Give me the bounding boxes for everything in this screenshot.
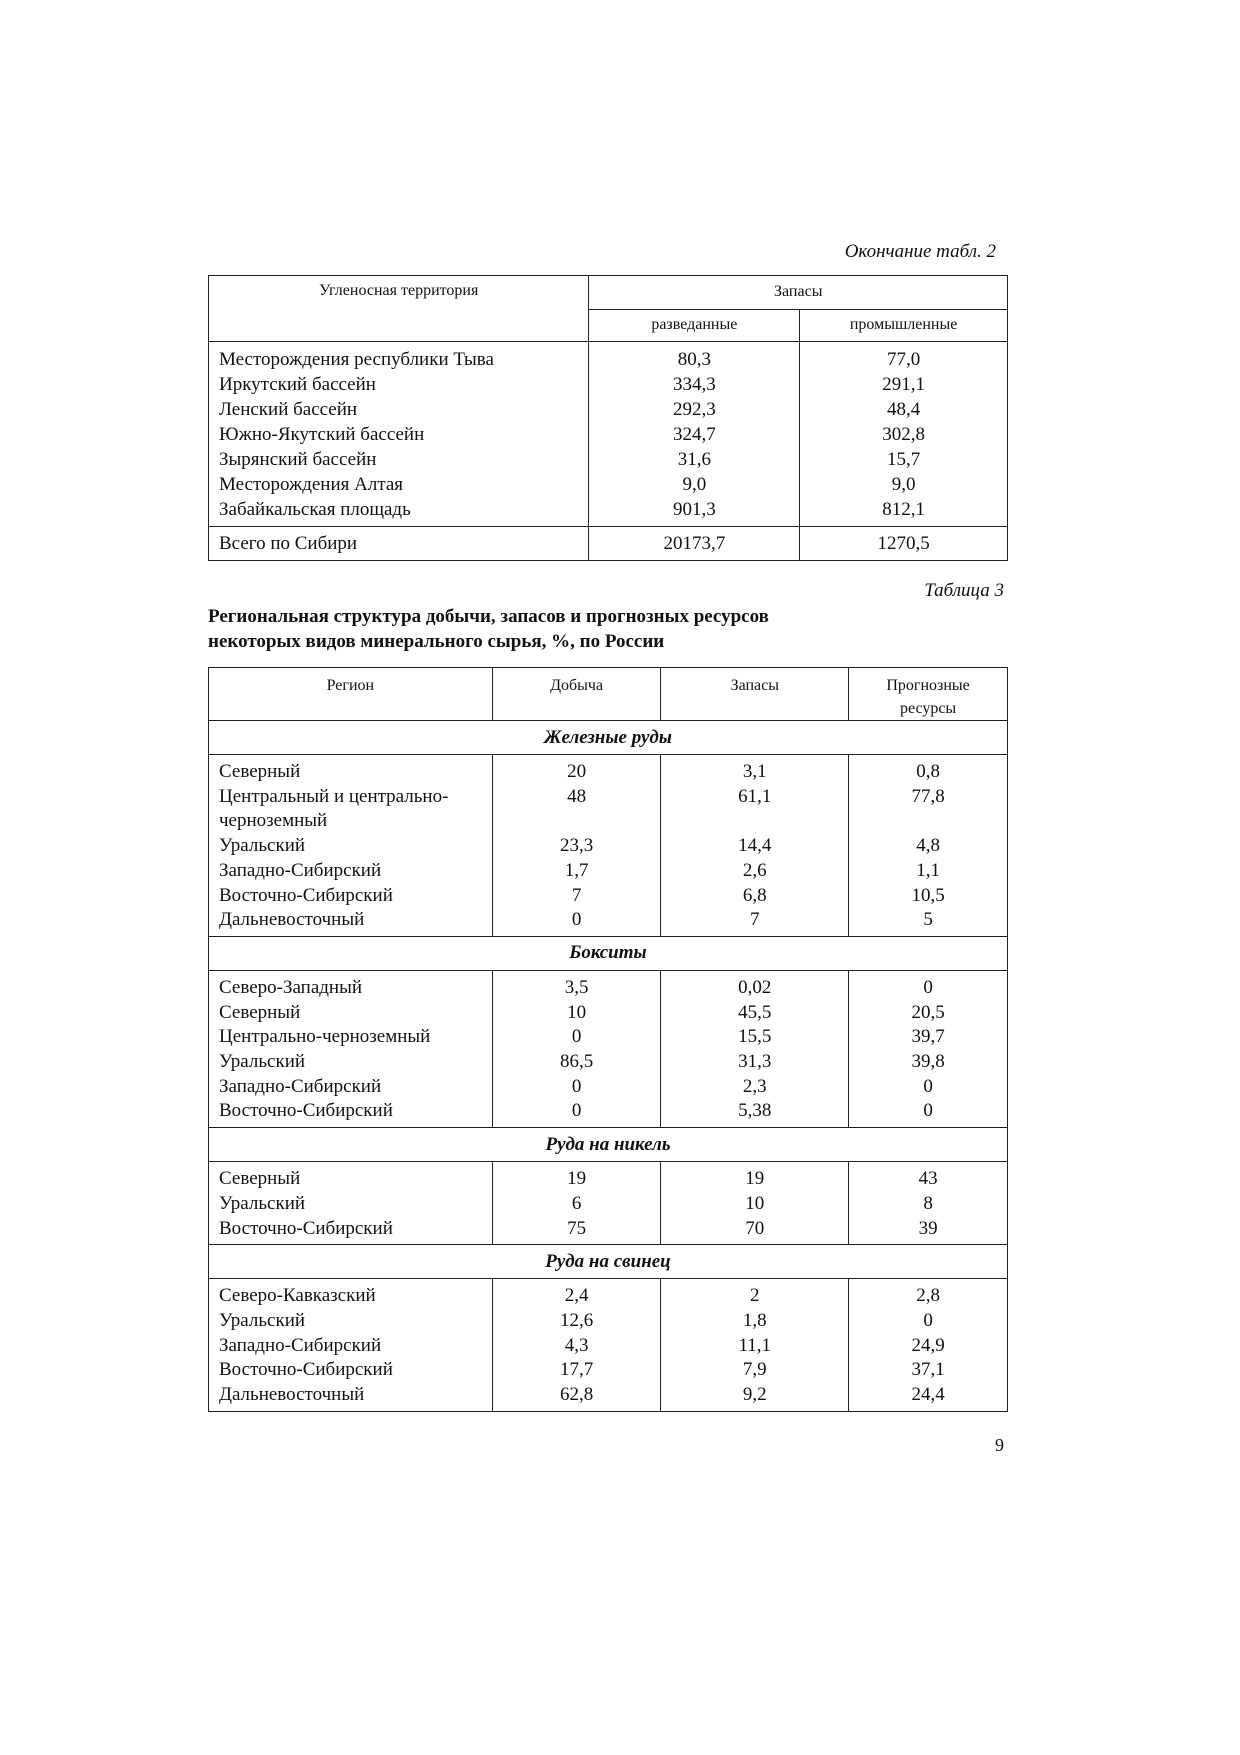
forecast-value: 0 [923, 1075, 933, 1097]
forecast-values [849, 970, 1008, 1127]
reserves-values [661, 755, 849, 937]
total-label: Всего по Сибири [209, 527, 589, 561]
region-name: Восточно-Сибирский [219, 1100, 393, 1122]
header-reserves: Запасы [589, 276, 1008, 310]
mining-value: 1,7 [564, 859, 589, 881]
region-name: Центральный и центрально- [219, 785, 449, 807]
table3-caption: Таблица 3 [924, 580, 1004, 601]
region-name: Восточно-Сибирский [219, 884, 393, 906]
reserves-value: 11,1 [738, 1334, 772, 1356]
header-forecast: Прогнозные ресурсы [849, 668, 1008, 721]
territory-name: Забайкальская площадь [219, 499, 411, 520]
mining-value: 48 [567, 785, 587, 807]
industrial-value: 9,0 [891, 474, 916, 495]
mining-value: 3,5 [564, 976, 589, 998]
industrial-value: 15,7 [886, 449, 921, 470]
forecast-value: 10,5 [911, 884, 945, 906]
reserves-value: 7 [750, 909, 760, 931]
forecast-value: 20,5 [911, 1001, 945, 1023]
mining-value: 19 [567, 1168, 587, 1190]
page-number: 9 [995, 1435, 1004, 1455]
reserves-value: 7,9 [742, 1359, 767, 1381]
region-name: Уральский [219, 1309, 306, 1331]
forecast-values [849, 1279, 1008, 1412]
reserves-value: 45,5 [738, 1001, 772, 1023]
mineral-structure-table [208, 667, 1008, 1412]
header-territory: Угленосная территория [209, 276, 589, 342]
forecast-values [849, 755, 1008, 937]
industrial-value: 291,1 [882, 374, 925, 395]
region-names [209, 1279, 493, 1412]
section-row [209, 1245, 1008, 1279]
territory-name: Иркутский бассейн [219, 374, 376, 395]
section-title: Руда на никель [209, 1128, 1008, 1162]
mining-value: 75 [567, 1217, 587, 1239]
reserves-value: 15,5 [738, 1026, 772, 1048]
forecast-value: 24,4 [911, 1384, 945, 1406]
reserves-value: 9,2 [742, 1384, 767, 1406]
territory-name: Ленский бассейн [219, 399, 358, 420]
reserves-value: 2,3 [742, 1075, 767, 1097]
region-name: Уральский [219, 1192, 306, 1214]
region-name: Северо-Кавказский [219, 1285, 376, 1307]
mining-value: 0 [571, 1026, 582, 1048]
forecast-value: 2,8 [916, 1285, 940, 1307]
reserves-value: 31,3 [738, 1051, 772, 1073]
mining-value: 86,5 [559, 1051, 594, 1073]
explored-values [589, 342, 800, 527]
explored-value: 901,3 [672, 499, 716, 520]
mining-value: 4,3 [564, 1334, 589, 1356]
table-row [209, 1279, 1008, 1412]
mining-value: 20 [567, 761, 587, 782]
region-name: Уральский [219, 835, 306, 857]
explored-value: 324,7 [672, 424, 716, 445]
forecast-value: 0 [923, 976, 933, 998]
reserves-value: 2,6 [742, 859, 767, 881]
reserves-values [661, 1279, 849, 1412]
region-name: Дальневосточный [219, 1384, 365, 1406]
table2-caption: Окончание табл. 2 [844, 241, 996, 262]
mining-value: 17,7 [559, 1359, 594, 1381]
coal-reserves-table [208, 275, 1008, 561]
territory-name: Южно-Якутский бассейн [219, 424, 425, 445]
reserves-value: 5,38 [738, 1100, 772, 1122]
total-explored: 20173,7 [589, 527, 800, 561]
forecast-value: 4,8 [916, 835, 940, 857]
industrial-values [800, 342, 1008, 527]
mining-value: 62,8 [559, 1384, 594, 1406]
table-row [209, 755, 1008, 937]
reserves-value: 10 [745, 1192, 765, 1214]
industrial-value: 812,1 [882, 499, 925, 520]
region-name: Северный [219, 1168, 301, 1190]
forecast-value: 43 [918, 1168, 938, 1190]
forecast-value: 1,1 [916, 859, 940, 881]
region-name: черноземный [219, 810, 328, 832]
title-line-1: Региональная структура добычи, запасов и прогнозных ресурсов [208, 606, 769, 627]
table-row [209, 1162, 1008, 1245]
header-reserves: Запасы [661, 668, 849, 721]
table-row [209, 342, 1008, 527]
industrial-value: 48,4 [886, 399, 921, 420]
forecast-value: 39,7 [911, 1026, 945, 1048]
forecast-value: 39 [918, 1217, 938, 1239]
header-explored: разведанные [589, 309, 800, 341]
mining-value: 0 [571, 1100, 582, 1122]
region-name: Восточно-Сибирский [219, 1359, 393, 1381]
reserves-value: 6,8 [742, 884, 767, 906]
reserves-value: 19 [745, 1168, 765, 1190]
industrial-value: 77,0 [886, 349, 921, 370]
mining-value: 7 [571, 884, 582, 906]
header-mining: Добыча [492, 668, 661, 721]
mining-value: 2,4 [564, 1285, 589, 1307]
section-row [209, 1128, 1008, 1162]
industrial-value: 302,8 [882, 424, 925, 445]
reserves-value: 2 [750, 1285, 760, 1307]
header-region: Регион [209, 668, 493, 721]
section-row [209, 936, 1008, 970]
mining-value: 12,6 [559, 1309, 594, 1331]
section-row [209, 721, 1008, 755]
territory-names [209, 342, 589, 527]
reserves-value: 0,02 [738, 976, 772, 998]
forecast-value: 24,9 [911, 1334, 945, 1356]
spacer [493, 809, 661, 834]
explored-value: 31,6 [677, 449, 711, 470]
reserves-values [661, 1162, 849, 1245]
table3-title [208, 604, 769, 654]
mining-values [492, 970, 661, 1127]
forecast-value: 0,8 [916, 761, 940, 782]
mining-values [492, 1162, 661, 1245]
forecast-values [849, 1162, 1008, 1245]
region-name: Северный [219, 761, 301, 782]
reserves-value: 1,8 [742, 1309, 767, 1331]
section-title: Бокситы [209, 936, 1008, 970]
region-names [209, 755, 493, 937]
mining-value: 0 [571, 909, 582, 931]
reserves-value: 70 [745, 1217, 765, 1239]
spacer [661, 809, 848, 834]
region-name: Западно-Сибирский [219, 1334, 382, 1356]
region-name: Западно-Сибирский [219, 1075, 382, 1097]
region-name: Северо-Западный [219, 976, 363, 998]
forecast-value: 0 [923, 1100, 933, 1122]
region-names [209, 1162, 493, 1245]
reserves-values [661, 970, 849, 1127]
forecast-value: 77,8 [911, 785, 945, 807]
mining-values [492, 755, 661, 937]
region-name: Западно-Сибирский [219, 859, 382, 881]
forecast-value: 39,8 [911, 1051, 945, 1073]
territory-name: Зырянский бассейн [219, 449, 377, 470]
region-name: Уральский [219, 1051, 306, 1073]
region-name: Восточно-Сибирский [219, 1217, 393, 1239]
mining-value: 0 [571, 1075, 582, 1097]
reserves-value: 3,1 [742, 761, 767, 782]
region-name: Дальневосточный [219, 909, 365, 931]
mining-value: 23,3 [559, 835, 594, 857]
total-industrial: 1270,5 [800, 527, 1008, 561]
territory-name: Месторождения Алтая [219, 474, 404, 495]
section-title: Руда на свинец [209, 1245, 1008, 1279]
forecast-value: 37,1 [911, 1359, 945, 1381]
territory-name: Месторождения республики Тыва [219, 349, 494, 370]
reserves-value: 61,1 [738, 785, 772, 807]
forecast-value: 0 [923, 1309, 933, 1331]
forecast-value: 8 [923, 1192, 933, 1214]
mining-value: 6 [571, 1192, 582, 1214]
region-names [209, 970, 493, 1127]
region-name: Северный [219, 1001, 301, 1023]
explored-value: 9,0 [682, 474, 707, 495]
explored-value: 334,3 [672, 374, 716, 395]
region-name: Центрально-черноземный [219, 1026, 431, 1048]
header-industrial: промышленные [800, 309, 1008, 341]
total-row [209, 527, 1008, 561]
table-row [209, 970, 1008, 1127]
reserves-value: 14,4 [738, 835, 772, 857]
explored-value: 80,3 [677, 349, 711, 370]
spacer [849, 809, 1007, 834]
explored-value: 292,3 [672, 399, 716, 420]
mining-values [492, 1279, 661, 1412]
forecast-value: 5 [923, 909, 933, 931]
section-title: Железные руды [209, 721, 1008, 755]
title-line-2: некоторых видов минерального сырья, %, по России [208, 631, 665, 652]
mining-value: 10 [567, 1001, 587, 1023]
